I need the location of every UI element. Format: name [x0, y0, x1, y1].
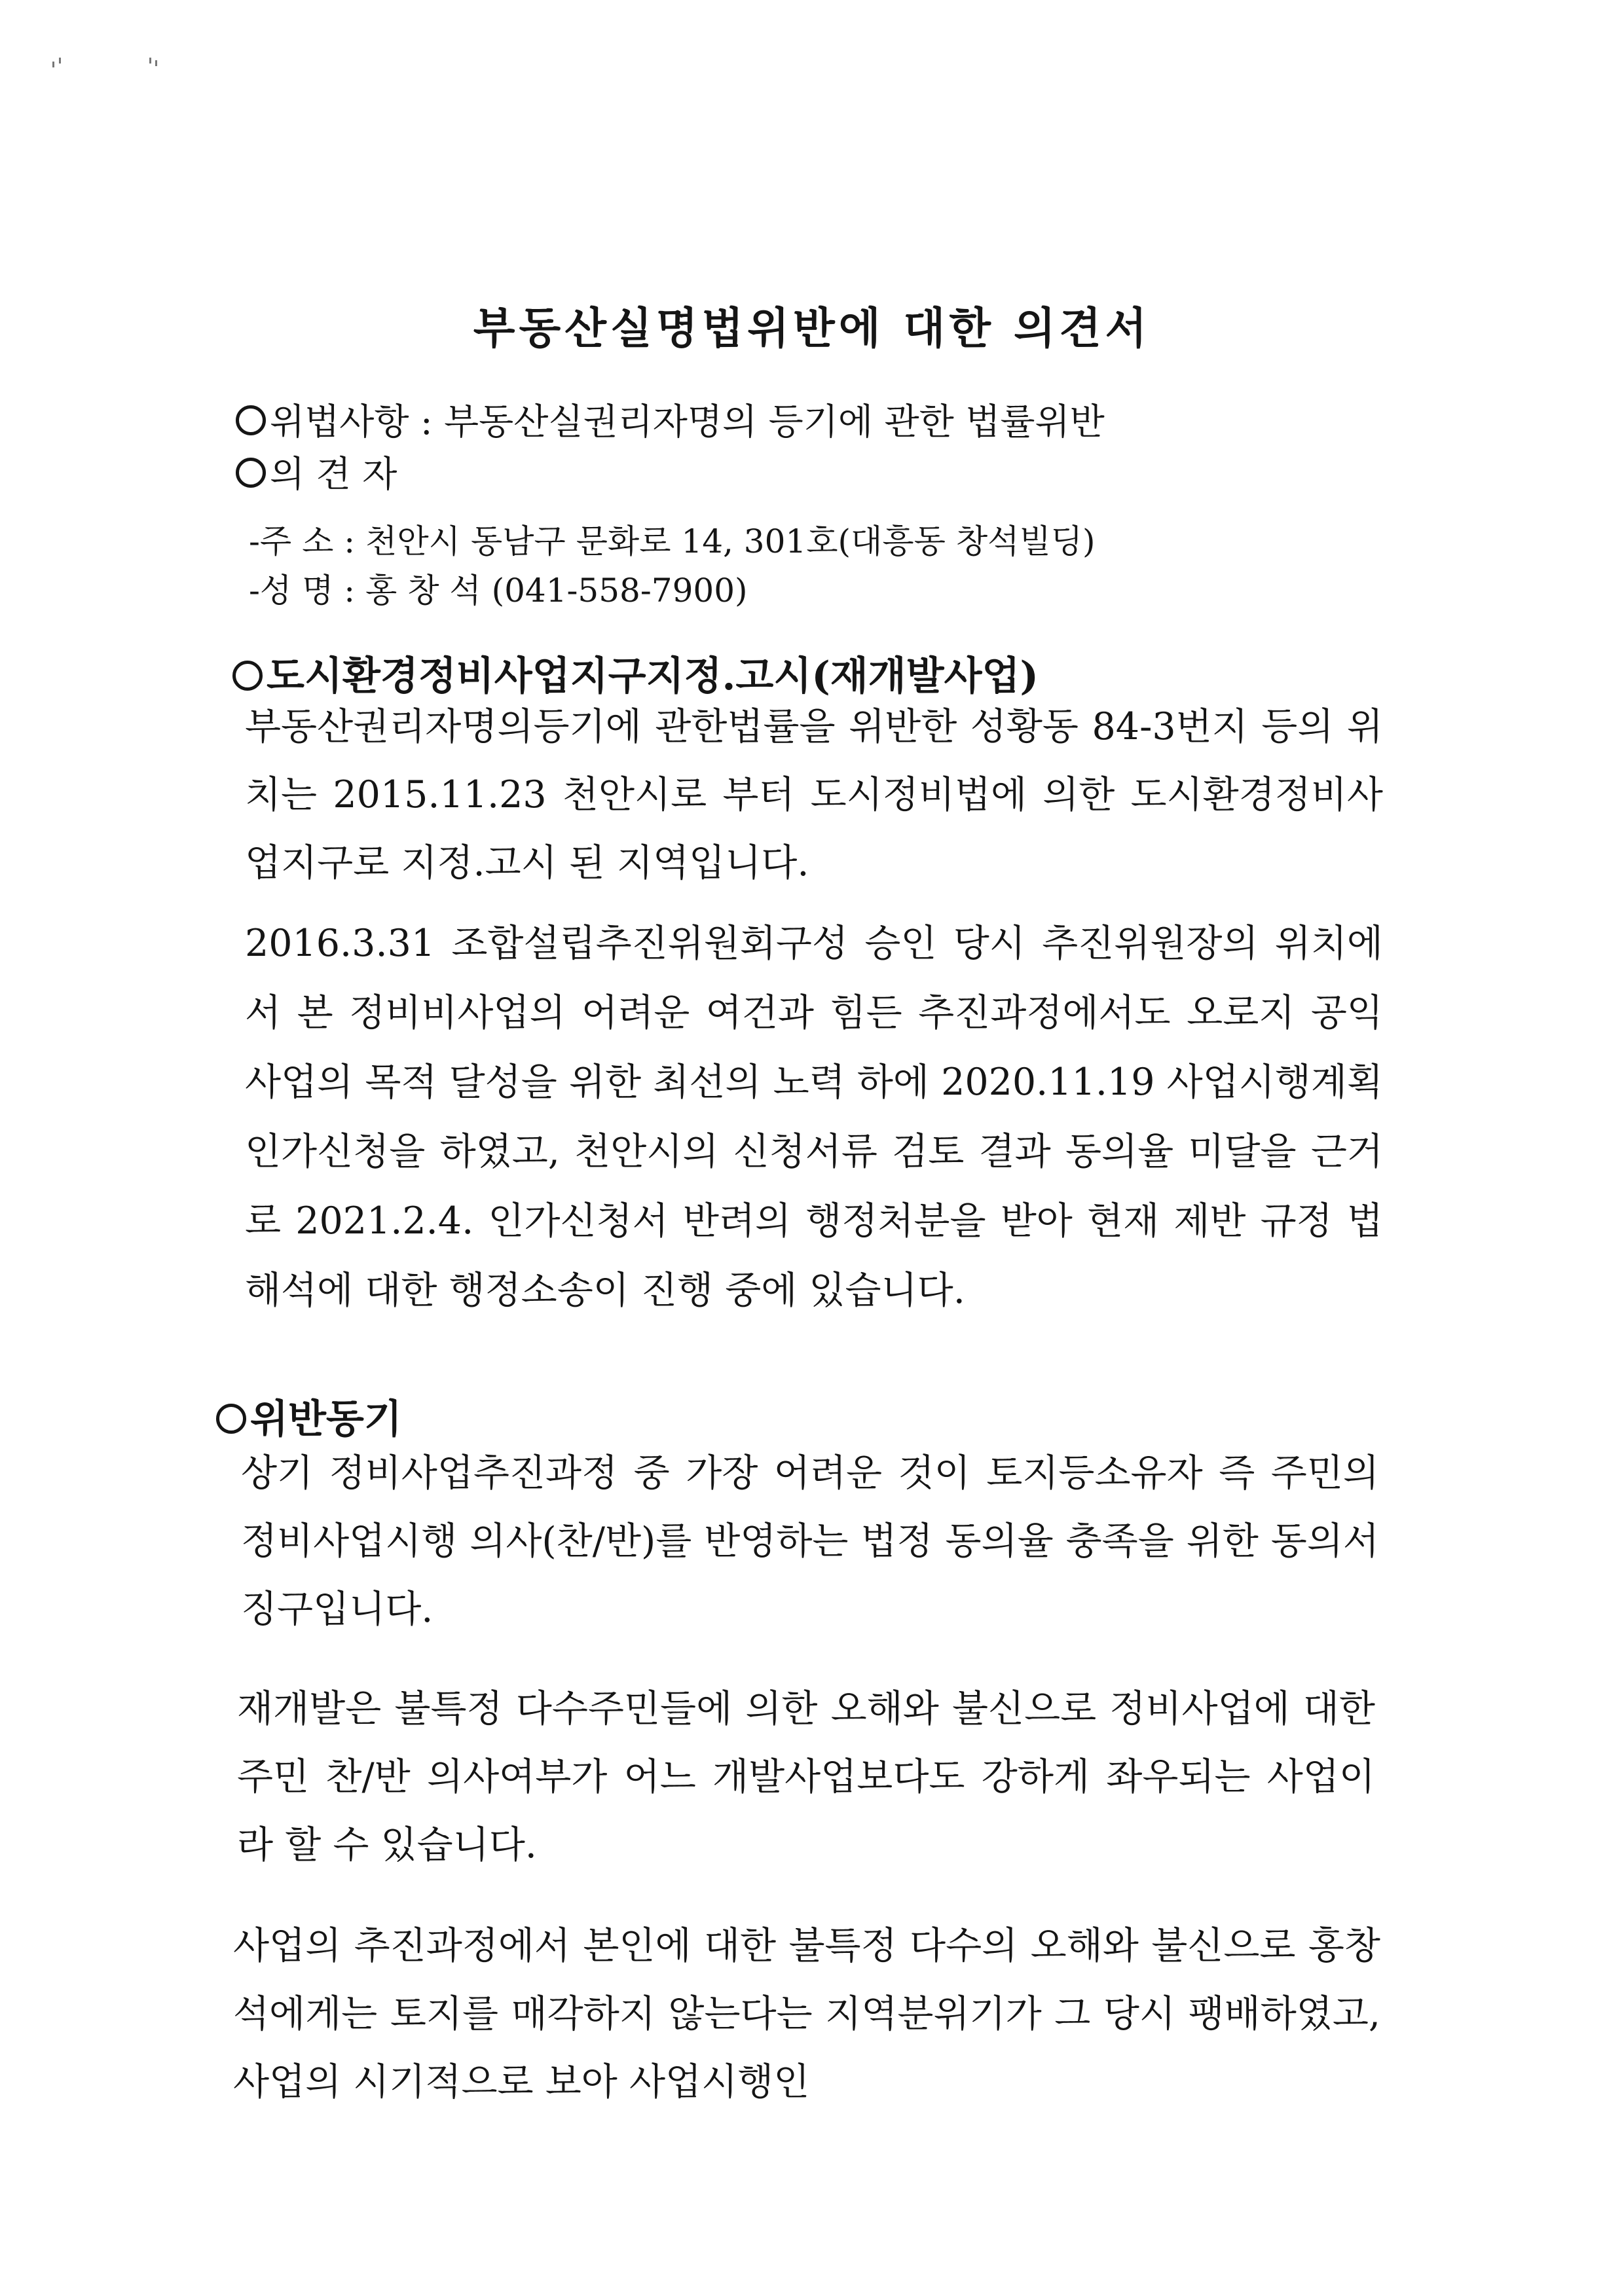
circle-bullet-icon [236, 405, 266, 435]
name-line: -성 명 : 홍 창 석 (041-558-7900) [249, 572, 748, 610]
opinion-holder-item [236, 445, 397, 497]
section-heading-motive [216, 1388, 402, 1444]
circle-bullet-icon [232, 661, 263, 691]
paragraph-motive-3: 사업의 추진과정에서 본인에 대한 불특정 다수의 오해와 불신으로 홍창석에게는 토지를 매각하지 않는다는 지역분위기가 그 당시 팽배하였고, 사업의 시기적으로 보아 사업시행인 [233, 1924, 1380, 2104]
section-heading-text: 도시환경정비사업지구지정.고시(재개발사업) [267, 653, 1039, 699]
section-heading-text: 위반동기 [250, 1396, 402, 1442]
circle-bullet-icon [236, 458, 266, 488]
paragraph-motive-2: 재개발은 불특정 다수주민들에 의한 오해와 불신으로 정비사업에 대한 주민 찬/반 의사여부가 어느 개발사업보다도 강하게 좌우되는 사업이라 할 수 있습니다. [237, 1687, 1375, 1867]
circle-bullet-icon [216, 1404, 246, 1434]
paragraph-motive-1: 상기 정비사업추진과정 중 가장 어려운 것이 토지등소유자 즉 주민의 정비사업시행 의사(찬/반)를 반영하는 법정 동의율 충족을 위한 동의서 징구입니다. [241, 1451, 1379, 1631]
violation-item [236, 393, 1105, 445]
scan-artifact [52, 58, 67, 69]
opinion-holder-text: 의 견 자 [270, 453, 397, 495]
scan-artifact [149, 58, 164, 69]
paragraph-progress: 2016.3.31 조합설립추진위원회구성 승인 당시 추진위원장의 위치에서 본 정비비사업의 어려운 여건과 힘든 추진과정에서도 오로지 공익사업의 목적 달성을 위한 최선의 노력 하에 2020.11.19 사업시행계획인가신청을 하였고, 천안시의 신청서류 검토 결과 동의율 미달을 근거로 2021.2.4. 인가신청서 반려의 행정처분을 받아 현재 제반 규정 법해석에 대한 행정소송이 진행 중에 있습니다. [245, 922, 1383, 1312]
document-title: 부동산실명법위반에 대한 의견서 [473, 302, 1151, 354]
violation-text: 위법사항 : 부동산실권리자명의 등기에 관한 법률위반 [270, 401, 1105, 443]
address-line: -주 소 : 천안시 동남구 문화로 14, 301호(대흥동 창석빌딩) [249, 522, 1096, 560]
paragraph-designation: 부동산권리자명의등기에 관한법률을 위반한 성황동 84-3번지 등의 위치는 2015.11.23 천안시로 부터 도시정비법에 의한 도시환경정비사업지구로 지정.고시 된 지역입니다. [245, 705, 1383, 884]
